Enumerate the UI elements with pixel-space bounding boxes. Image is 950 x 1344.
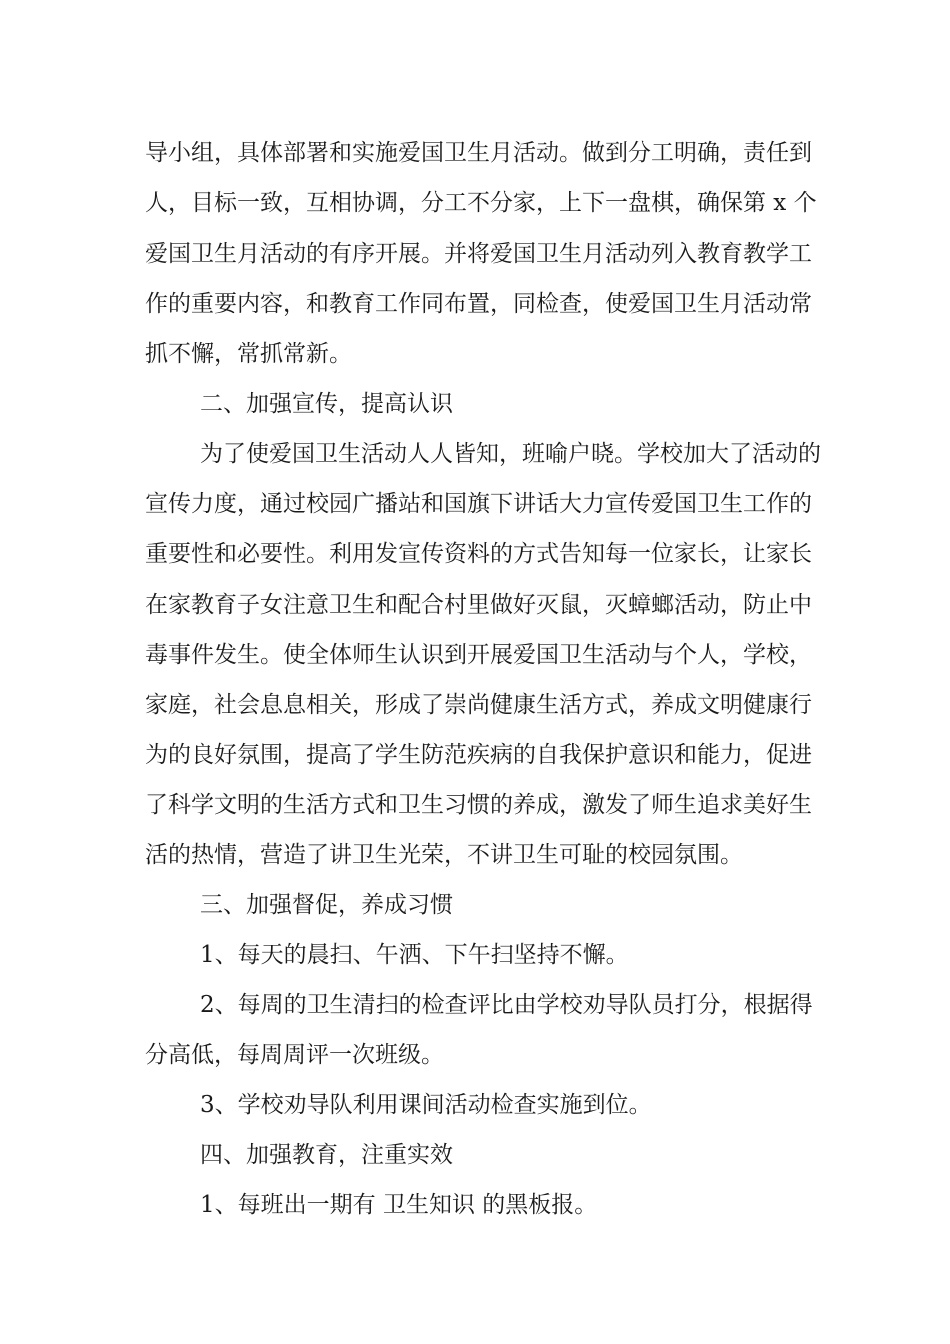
- list-item-2-line-2: 分高低，每周周评一次班级。: [145, 1042, 444, 1068]
- paragraph-2-line-7: 为的良好氛围，提高了学生防范疾病的自我保护意识和能力，促进: [145, 742, 812, 768]
- section-heading-2: 二、加强宣传，提高认识: [200, 391, 453, 417]
- section-heading-4: 四、加强教育，注重实效: [200, 1142, 453, 1168]
- section-heading-3: 三、加强督促，养成习惯: [200, 892, 453, 918]
- list-item-1: 1、每天的晨扫、午洒、下午扫坚持不懈。: [200, 942, 629, 968]
- paragraph-2-line-2: 宣传力度，通过校园广播站和国旗下讲话大力宣传爱国卫生工作的: [145, 491, 812, 517]
- list-item-2-line-1: 2、每周的卫生清扫的检查评比由学校劝导队员打分，根据得: [200, 992, 813, 1018]
- paragraph-2-line-1: 为了使爱国卫生活动人人皆知，班喻户晓。学校加大了活动的: [200, 441, 821, 467]
- paragraph-2-line-5: 毒事件发生。使全体师生认识到开展爱国卫生活动与个人，学校，: [145, 642, 812, 668]
- paragraph-1-line-5: 抓不懈，常抓常新。: [145, 341, 352, 367]
- paragraph-1-line-3: 爱国卫生月活动的有序开展。并将爱国卫生月活动列入教育教学工: [145, 241, 812, 267]
- paragraph-2-line-4: 在家教育子女注意卫生和配合村里做好灭鼠，灭蟑螂活动，防止中: [145, 592, 812, 618]
- paragraph-2-line-8: 了科学文明的生活方式和卫生习惯的养成，激发了师生追求美好生: [145, 792, 812, 818]
- paragraph-1-line-4: 作的重要内容，和教育工作同布置，同检查，使爱国卫生月活动常: [145, 291, 812, 317]
- list-item-4: 1、每班出一期有 卫生知识 的黑板报。: [200, 1192, 598, 1218]
- paragraph-2-line-6: 家庭，社会息息相关，形成了崇尚健康生活方式，养成文明健康行: [145, 692, 812, 718]
- paragraph-1-line-2: 人，目标一致，互相协调，分工不分家，上下一盘棋，确保第 x 个: [145, 190, 817, 216]
- paragraph-2-line-3: 重要性和必要性。利用发宣传资料的方式告知每一位家长，让家长: [145, 541, 812, 567]
- paragraph-1-line-1: 导小组，具体部署和实施爱国卫生月活动。做到分工明确，责任到: [145, 140, 812, 166]
- paragraph-2-line-9: 活的热情，营造了讲卫生光荣，不讲卫生可耻的校园氛围。: [145, 842, 743, 868]
- list-item-3: 3、学校劝导队利用课间活动检查实施到位。: [200, 1092, 652, 1118]
